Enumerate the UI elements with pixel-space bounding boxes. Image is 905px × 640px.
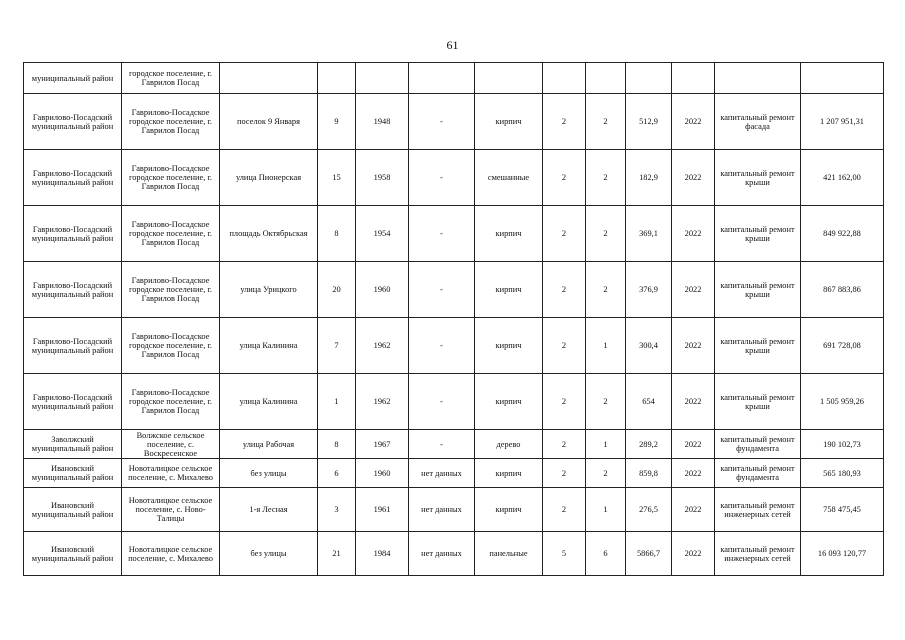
table-cell: 8 bbox=[318, 206, 356, 262]
table-cell: 376,9 bbox=[626, 262, 672, 318]
table-cell: нет данных bbox=[409, 459, 475, 488]
table-cell: 2022 bbox=[672, 150, 715, 206]
table-cell: Новоталицкое сельское поселение, с. Михалево bbox=[122, 532, 220, 576]
table-row bbox=[24, 94, 884, 150]
table-cell: Новоталицкое сельское поселение, с. Михалево bbox=[122, 459, 220, 488]
table-cell: капитальный ремонт инженерных сетей bbox=[715, 488, 801, 532]
table-row bbox=[24, 488, 884, 532]
table-cell: 2 bbox=[543, 488, 586, 532]
table-cell: муниципальный район bbox=[24, 63, 122, 94]
table-cell: 2 bbox=[543, 459, 586, 488]
table-row bbox=[24, 374, 884, 430]
table-cell: 3 bbox=[318, 488, 356, 532]
table-cell: без улицы bbox=[220, 532, 318, 576]
table-cell: 2 bbox=[543, 374, 586, 430]
table-cell: 1 207 951,31 bbox=[801, 94, 884, 150]
table-cell: 289,2 bbox=[626, 430, 672, 459]
table-cell: 2022 bbox=[672, 318, 715, 374]
table-cell: 9 bbox=[318, 94, 356, 150]
table-cell: 190 102,73 bbox=[801, 430, 884, 459]
table-cell: 2 bbox=[586, 94, 626, 150]
table-cell: капитальный ремонт крыши bbox=[715, 150, 801, 206]
table-cell bbox=[318, 63, 356, 94]
table-row bbox=[24, 430, 884, 459]
table-cell: 5866,7 bbox=[626, 532, 672, 576]
table-cell: Заволжский муниципальный район bbox=[24, 430, 122, 459]
table-cell: улица Пионерская bbox=[220, 150, 318, 206]
table-cell: улица Рабочая bbox=[220, 430, 318, 459]
table-cell: Гаврилово-Посадское городское поселение, г. Гаврилов Посад bbox=[122, 374, 220, 430]
table-cell: 859,8 bbox=[626, 459, 672, 488]
table-cell: капитальный ремонт крыши bbox=[715, 318, 801, 374]
table-cell: - bbox=[409, 318, 475, 374]
table-cell: 8 bbox=[318, 430, 356, 459]
table-cell: капитальный ремонт фундамента bbox=[715, 459, 801, 488]
table-cell: 2 bbox=[586, 459, 626, 488]
table-cell: Гаврилово-Посадский муниципальный район bbox=[24, 150, 122, 206]
table-row bbox=[24, 206, 884, 262]
table-cell: 369,1 bbox=[626, 206, 672, 262]
table-cell: 2 bbox=[586, 262, 626, 318]
table-cell: 1 bbox=[586, 488, 626, 532]
table-cell: капитальный ремонт фундамента bbox=[715, 430, 801, 459]
table-row bbox=[24, 63, 884, 94]
table-cell: Ивановский муниципальный район bbox=[24, 488, 122, 532]
table-row bbox=[24, 262, 884, 318]
table-cell: 2 bbox=[543, 150, 586, 206]
table-cell: 2022 bbox=[672, 430, 715, 459]
table-cell: 276,5 bbox=[626, 488, 672, 532]
table-cell: Гаврилово-Посадское городское поселение, г. Гаврилов Посад bbox=[122, 262, 220, 318]
table-cell: 1958 bbox=[356, 150, 409, 206]
table-cell: 5 bbox=[543, 532, 586, 576]
table-cell: кирпич bbox=[475, 262, 543, 318]
table-cell: городское поселение, г. Гаврилов Посад bbox=[122, 63, 220, 94]
table-cell bbox=[586, 63, 626, 94]
table-cell: 1967 bbox=[356, 430, 409, 459]
table-cell: 1960 bbox=[356, 459, 409, 488]
table-row bbox=[24, 532, 884, 576]
table-cell: кирпич bbox=[475, 374, 543, 430]
table-cell: 867 883,86 bbox=[801, 262, 884, 318]
table-cell: нет данных bbox=[409, 488, 475, 532]
table-cell: 2022 bbox=[672, 488, 715, 532]
table-cell: 2 bbox=[543, 318, 586, 374]
table-cell bbox=[356, 63, 409, 94]
table-cell: Ивановский муниципальный район bbox=[24, 532, 122, 576]
table-cell: 2 bbox=[543, 206, 586, 262]
table-cell: кирпич bbox=[475, 488, 543, 532]
table-row bbox=[24, 150, 884, 206]
table-cell: капитальный ремонт фасада bbox=[715, 94, 801, 150]
table-cell: - bbox=[409, 262, 475, 318]
table-cell: 2022 bbox=[672, 94, 715, 150]
table-cell: Гаврилово-Посадское городское поселение, г. Гаврилов Посад bbox=[122, 318, 220, 374]
table-cell: кирпич bbox=[475, 94, 543, 150]
table-cell: 1960 bbox=[356, 262, 409, 318]
table-cell: Волжское сельское поселение, с. Воскресенское bbox=[122, 430, 220, 459]
table-cell: кирпич bbox=[475, 318, 543, 374]
table-cell bbox=[220, 63, 318, 94]
table-cell: 1962 bbox=[356, 374, 409, 430]
table-cell: кирпич bbox=[475, 206, 543, 262]
table-cell: 1 505 959,26 bbox=[801, 374, 884, 430]
table-cell: 421 162,00 bbox=[801, 150, 884, 206]
table-cell: 2 bbox=[543, 262, 586, 318]
table-cell bbox=[715, 63, 801, 94]
table-cell: площадь Октябрьская bbox=[220, 206, 318, 262]
table-cell: кирпич bbox=[475, 459, 543, 488]
table-cell: Гаврилово-Посадский муниципальный район bbox=[24, 206, 122, 262]
table-row bbox=[24, 318, 884, 374]
table-cell: 6 bbox=[318, 459, 356, 488]
table-cell: 1 bbox=[586, 430, 626, 459]
table-cell: - bbox=[409, 430, 475, 459]
table-cell: 2 bbox=[586, 374, 626, 430]
table-cell bbox=[801, 63, 884, 94]
table-cell: 2022 bbox=[672, 532, 715, 576]
table-cell: 2 bbox=[543, 94, 586, 150]
table-cell: Гаврилово-Посадский муниципальный район bbox=[24, 94, 122, 150]
table-cell: 182,9 bbox=[626, 150, 672, 206]
table-cell: 2 bbox=[586, 206, 626, 262]
table-cell: Ивановский муниципальный район bbox=[24, 459, 122, 488]
table-cell: 300,4 bbox=[626, 318, 672, 374]
table-cell: 691 728,08 bbox=[801, 318, 884, 374]
table-row bbox=[24, 459, 884, 488]
table-cell: Гаврилово-Посадский муниципальный район bbox=[24, 318, 122, 374]
page-number: 61 bbox=[446, 38, 459, 52]
table-cell: улица Урицкого bbox=[220, 262, 318, 318]
table-cell: Гаврилово-Посадский муниципальный район bbox=[24, 262, 122, 318]
table-cell: - bbox=[409, 94, 475, 150]
table-cell bbox=[543, 63, 586, 94]
table-cell bbox=[626, 63, 672, 94]
table-cell bbox=[672, 63, 715, 94]
data-table bbox=[23, 62, 884, 576]
table-cell: 1954 bbox=[356, 206, 409, 262]
table-cell: нет данных bbox=[409, 532, 475, 576]
table-cell: 1961 bbox=[356, 488, 409, 532]
table-cell: 1-я Лесная bbox=[220, 488, 318, 532]
table-cell: - bbox=[409, 374, 475, 430]
table-cell: 1962 bbox=[356, 318, 409, 374]
table-cell: 1 bbox=[586, 318, 626, 374]
table-cell: 6 bbox=[586, 532, 626, 576]
table-cell: 1984 bbox=[356, 532, 409, 576]
table-cell: 1948 bbox=[356, 94, 409, 150]
table-cell: панельные bbox=[475, 532, 543, 576]
table-cell: улица Калинина bbox=[220, 374, 318, 430]
table-cell: поселок 9 Января bbox=[220, 94, 318, 150]
table-cell: 2022 bbox=[672, 459, 715, 488]
table-cell: капитальный ремонт крыши bbox=[715, 262, 801, 318]
table-cell: 7 bbox=[318, 318, 356, 374]
table-cell: 2022 bbox=[672, 206, 715, 262]
table-cell bbox=[475, 63, 543, 94]
table-cell: Новоталицкое сельское поселение, с. Ново-Талицы bbox=[122, 488, 220, 532]
table-cell: 21 bbox=[318, 532, 356, 576]
table-cell: - bbox=[409, 206, 475, 262]
table-cell: 512,9 bbox=[626, 94, 672, 150]
table-cell: капитальный ремонт инженерных сетей bbox=[715, 532, 801, 576]
table-cell: 758 475,45 bbox=[801, 488, 884, 532]
table-cell: улица Калинина bbox=[220, 318, 318, 374]
table-cell: 16 093 120,77 bbox=[801, 532, 884, 576]
table-cell: 654 bbox=[626, 374, 672, 430]
table-cell: Гаврилово-Посадское городское поселение, г. Гаврилов Посад bbox=[122, 94, 220, 150]
table-cell: 15 bbox=[318, 150, 356, 206]
table-cell: 20 bbox=[318, 262, 356, 318]
table-cell: 2022 bbox=[672, 262, 715, 318]
table-cell: 2 bbox=[586, 150, 626, 206]
table-cell: Гаврилово-Посадское городское поселение, г. Гаврилов Посад bbox=[122, 206, 220, 262]
table-cell: 849 922,88 bbox=[801, 206, 884, 262]
table-cell: Гаврилово-Посадское городское поселение, г. Гаврилов Посад bbox=[122, 150, 220, 206]
table-cell: 565 180,93 bbox=[801, 459, 884, 488]
table-cell: капитальный ремонт крыши bbox=[715, 206, 801, 262]
table-cell: капитальный ремонт крыши bbox=[715, 374, 801, 430]
table-cell: 2022 bbox=[672, 374, 715, 430]
table-cell: дерево bbox=[475, 430, 543, 459]
table-cell: - bbox=[409, 150, 475, 206]
table-cell bbox=[409, 63, 475, 94]
table-cell: без улицы bbox=[220, 459, 318, 488]
table-cell: 2 bbox=[543, 430, 586, 459]
table-cell: Гаврилово-Посадский муниципальный район bbox=[24, 374, 122, 430]
table-cell: смешанные bbox=[475, 150, 543, 206]
table-cell: 1 bbox=[318, 374, 356, 430]
